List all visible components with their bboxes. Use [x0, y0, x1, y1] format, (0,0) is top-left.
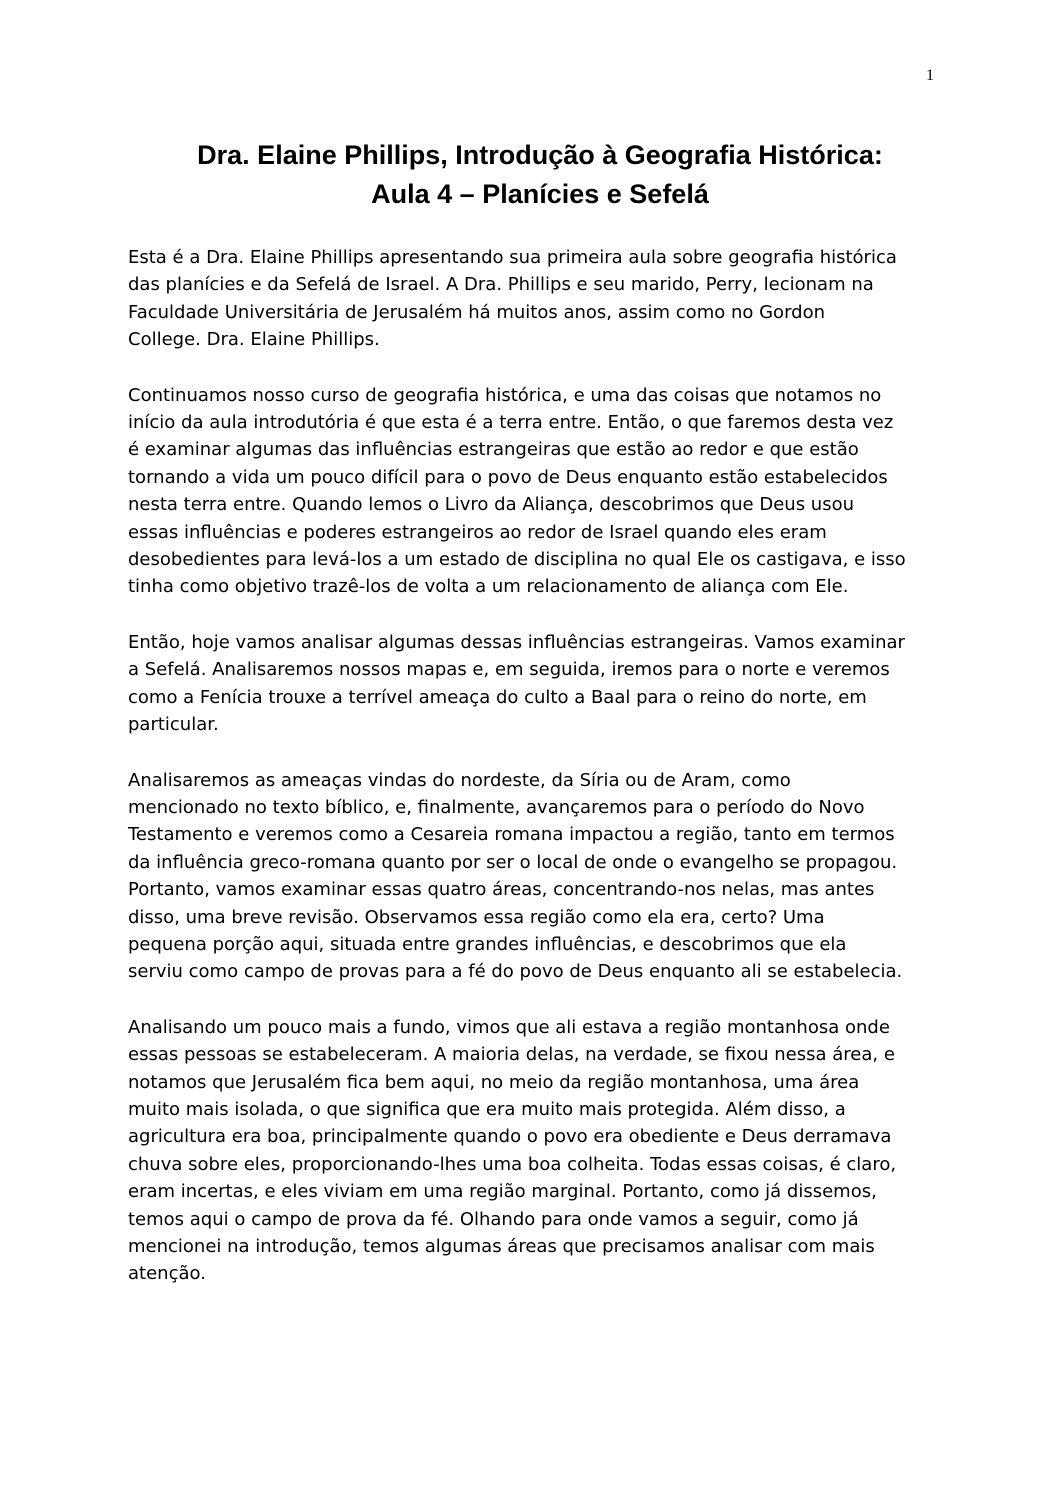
- text-line: é examinar algumas das influências estrangeiras que estão ao redor e que estão: [128, 439, 859, 461]
- page-number: 1: [926, 67, 934, 84]
- text-line: das planícies e da Sefelá de Israel. A Dra. Phillips e seu marido, Perry, lecionam na: [128, 274, 874, 296]
- text-line: mencionado no texto bíblico, e, finalmente, avançaremos para o período do Novo: [128, 796, 865, 818]
- paragraph: [128, 244, 928, 354]
- text-line: nesta terra entre. Quando lemos o Livro da Aliança, descobrimos que Deus usou: [128, 494, 854, 516]
- paragraph: [128, 382, 928, 601]
- text-line: Continuamos nosso curso de geografia histórica, e uma das coisas que notamos no: [128, 384, 882, 406]
- text-line: tornando a vida um pouco difícil para o povo de Deus enquanto estão estabelecidos: [128, 466, 888, 488]
- text-line: atenção.: [128, 1263, 206, 1285]
- text-line: disso, uma breve revisão. Observamos essa região como ela era, certo? Uma: [128, 906, 825, 928]
- title-line: Dra. Elaine Phillips, Introdução à Geografia Histórica:: [197, 140, 883, 170]
- text-line: a Sefelá. Analisaremos nossos mapas e, em seguida, iremos para o norte e veremos: [128, 659, 890, 681]
- text-line: muito mais isolada, o que significa que era muito mais protegida. Além disso, a: [128, 1098, 846, 1120]
- text-line: Analisando um pouco mais a fundo, vimos que ali estava a região montanhosa onde: [128, 1016, 890, 1038]
- document-title: [100, 136, 980, 214]
- document-body: [128, 244, 928, 1316]
- text-line: como a Fenícia trouxe a terrível ameaça do culto a Baal para o reino do norte, em: [128, 686, 867, 708]
- text-line: tinha como objetivo trazê-los de volta a um relacionamento de aliança com Ele.: [128, 576, 849, 598]
- text-line: chuva sobre eles, proporcionando-lhes uma boa colheita. Todas essas coisas, é claro,: [128, 1153, 897, 1175]
- text-line: particular.: [128, 714, 219, 736]
- text-line: Analisaremos as ameaças vindas do nordeste, da Síria ou de Aram, como: [128, 769, 791, 791]
- text-line: essas pessoas se estabeleceram. A maioria delas, na verdade, se fixou nessa área, e: [128, 1044, 895, 1066]
- text-line: Portanto, vamos examinar essas quatro áreas, concentrando-nos nelas, mas antes: [128, 879, 875, 901]
- text-line: Testamento e veremos como a Cesareia romana impactou a região, tanto em termos: [128, 824, 895, 846]
- text-line: College. Dra. Elaine Phillips.: [128, 329, 380, 351]
- text-line: essas influências e poderes estrangeiros ao redor de Israel quando eles eram: [128, 521, 827, 543]
- text-line: Faculdade Universitária de Jerusalém há muitos anos, assim como no Gordon: [128, 301, 825, 323]
- paragraph: [128, 1014, 928, 1288]
- text-line: Esta é a Dra. Elaine Phillips apresentando sua primeira aula sobre geografia histórica: [128, 247, 897, 268]
- text-line: início da aula introdutória é que esta é a terra entre. Então, o que faremos desta vez: [128, 412, 894, 434]
- text-line: eram incertas, e eles viviam em uma região marginal. Portanto, como já dissemos,: [128, 1181, 877, 1203]
- text-line: desobedientes para levá-los a um estado de disciplina no qual Ele os castigava, e isso: [128, 549, 906, 571]
- text-line: agricultura era boa, principalmente quando o povo era obediente e Deus derramava: [128, 1126, 892, 1148]
- text-line: pequena porção aqui, situada entre grandes influências, e descobrimos que ela: [128, 933, 847, 955]
- text-line: serviu como campo de provas para a fé do povo de Deus enquanto ali se estabelecia.: [128, 961, 903, 983]
- paragraph: [128, 629, 928, 739]
- paragraph: [128, 767, 928, 986]
- text-line: da influência greco-romana quanto por ser o local de onde o evangelho se propagou.: [128, 851, 898, 873]
- text-line: mencionei na introdução, temos algumas áreas que precisamos analisar com mais: [128, 1236, 875, 1257]
- text-line: notamos que Jerusalém fica bem aqui, no meio da região montanhosa, uma área: [128, 1071, 860, 1093]
- text-line: Então, hoje vamos analisar algumas dessas influências estrangeiras. Vamos examinar: [128, 631, 905, 653]
- title-line: Aula 4 – Planícies e Sefelá: [371, 179, 709, 209]
- text-line: temos aqui o campo de prova da fé. Olhando para onde vamos a seguir, como já: [128, 1208, 859, 1230]
